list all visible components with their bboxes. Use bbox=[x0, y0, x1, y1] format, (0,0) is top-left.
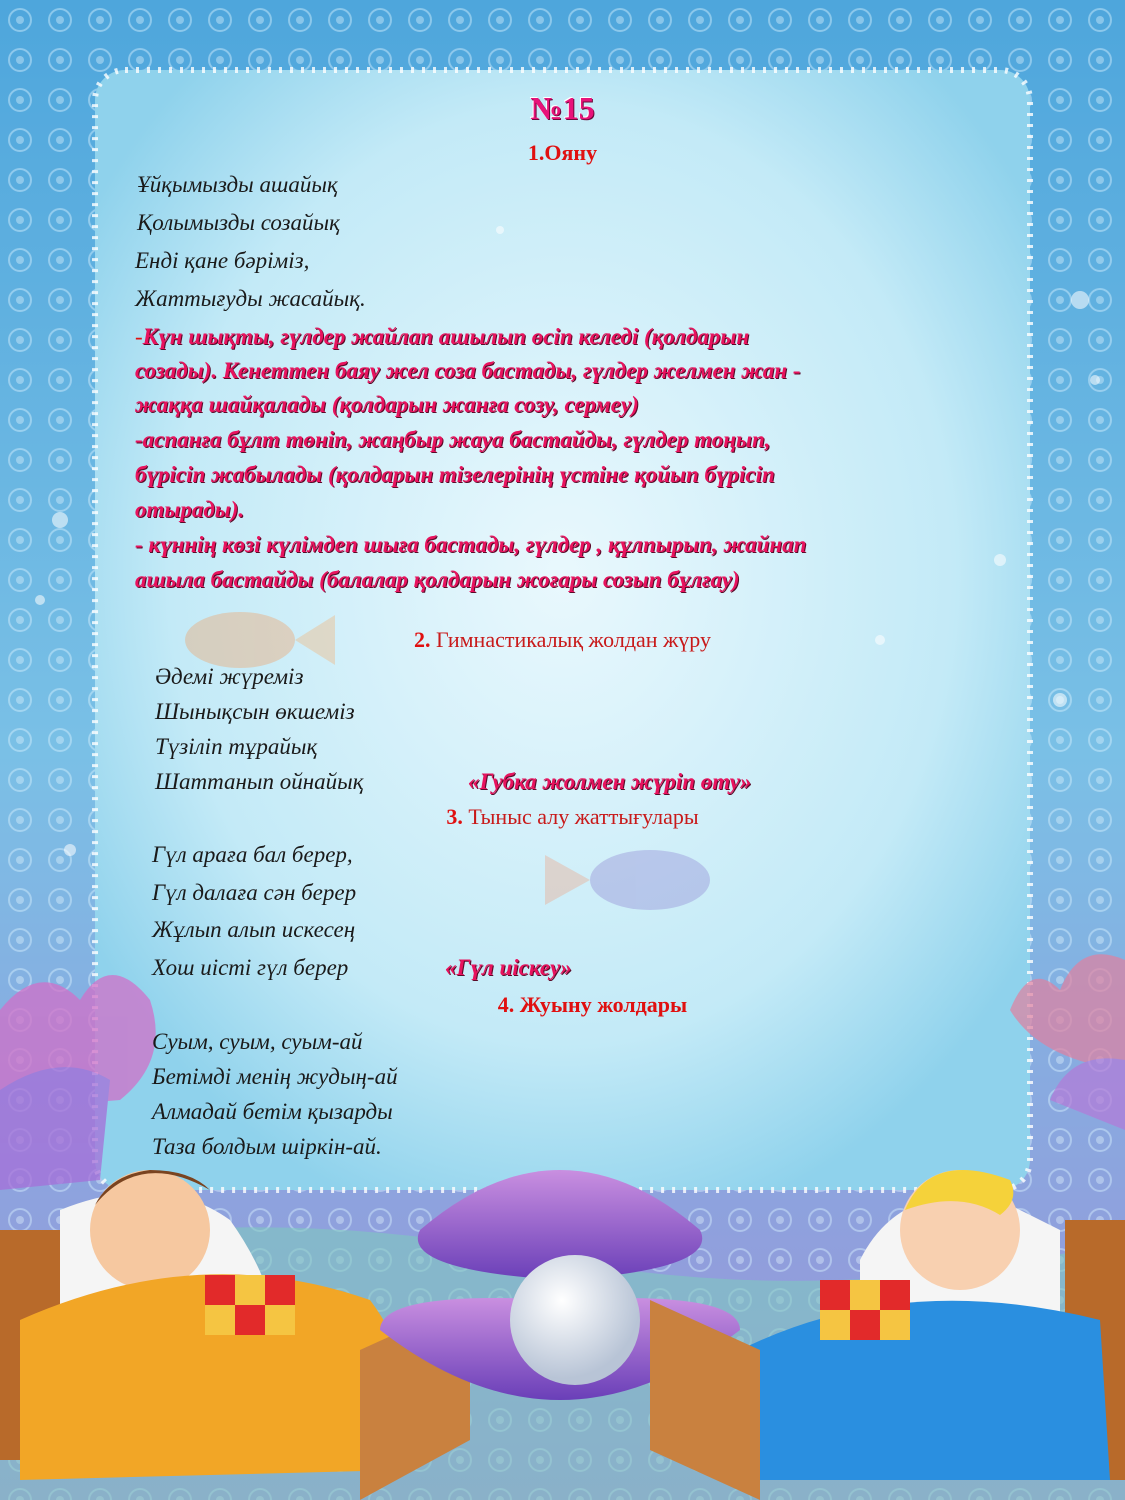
poem-1-line: Енді қане бәріміз, bbox=[135, 248, 310, 273]
poem-2-line: Түзіліп тұрайық bbox=[155, 734, 318, 759]
instruction-line: отырады). bbox=[135, 497, 245, 522]
poem-1-line: Қолымызды созайық bbox=[137, 210, 340, 235]
section-3-heading bbox=[0, 804, 1125, 830]
poem-2-line: Шаттанып ойнайық bbox=[155, 769, 364, 794]
poem-4-line: Бетімді менің жудың-ай bbox=[152, 1064, 398, 1089]
poem-3-line: Гүл далаға сән берер bbox=[152, 880, 357, 905]
section-1-heading bbox=[0, 140, 1125, 166]
instruction-line bbox=[135, 324, 749, 350]
poem-2-line: Әдемі жүреміз bbox=[155, 664, 304, 689]
game-3-title: «Гүл иіскеу» bbox=[445, 955, 572, 980]
game-2-title: «Губка жолмен жүріп өту» bbox=[468, 769, 752, 794]
instruction-text: Күн шықты, гүлдер жайлап ашылып өсіп келеді (қолдарын bbox=[142, 324, 750, 349]
poem-4-line: Алмадай бетім қызарды bbox=[152, 1099, 393, 1124]
poem-4-line: Таза болдым шіркін-ай. bbox=[152, 1134, 382, 1159]
poem-3-line: Хош иісті гүл берер bbox=[152, 955, 349, 980]
instruction-line: жаққа шайқалады (қолдарын жанға созу, сермеу) bbox=[135, 392, 639, 417]
section-3-label: Тыныс алу жаттығулары bbox=[462, 804, 699, 829]
poem-4-line: Суым, суым, суым-ай bbox=[152, 1029, 363, 1054]
instruction-line: -аспанға бұлт төніп, жаңбыр жауа бастайды, гүлдер тоңып, bbox=[135, 427, 771, 452]
instruction-dash: - bbox=[135, 324, 143, 349]
section-4-heading: 4. Жуыну жолдары bbox=[497, 992, 688, 1017]
poem-2-line: Шынықсын өкшеміз bbox=[155, 699, 355, 724]
poem-3-line: Гүл араға бал берер, bbox=[152, 842, 353, 867]
section-2-heading bbox=[0, 627, 1125, 653]
section-1-label: Ояну bbox=[544, 140, 598, 165]
section-2-label: Гимнастикалық жолдан жүру bbox=[430, 627, 711, 652]
instruction-line: - күннің көзі күлімдеп шыға бастады, гүлдер , құлпырып, жайнап bbox=[135, 532, 807, 557]
instruction-line: ашыла бастайды (балалар қолдарын жоғары созып бұлғау) bbox=[135, 567, 740, 592]
instruction-line: бүрісіп жабылады (қолдарын тізелерінің үстіне қойып бүрісіп bbox=[135, 462, 775, 487]
section-2-number: 2. bbox=[413, 627, 431, 652]
section-1-number: 1. bbox=[527, 140, 545, 165]
page-title: №15 bbox=[530, 90, 595, 126]
instruction-line: созады). Кенеттен баяу жел соза бастады, гүлдер желмен жан - bbox=[135, 358, 801, 383]
poem-1-line: Ұйқымызды ашайық bbox=[137, 172, 338, 197]
poem-3-line: Жұлып алып искесең bbox=[152, 917, 356, 942]
poem-1-line: Жаттығуды жасайық. bbox=[135, 286, 366, 311]
section-3-number: 3. bbox=[446, 804, 463, 829]
